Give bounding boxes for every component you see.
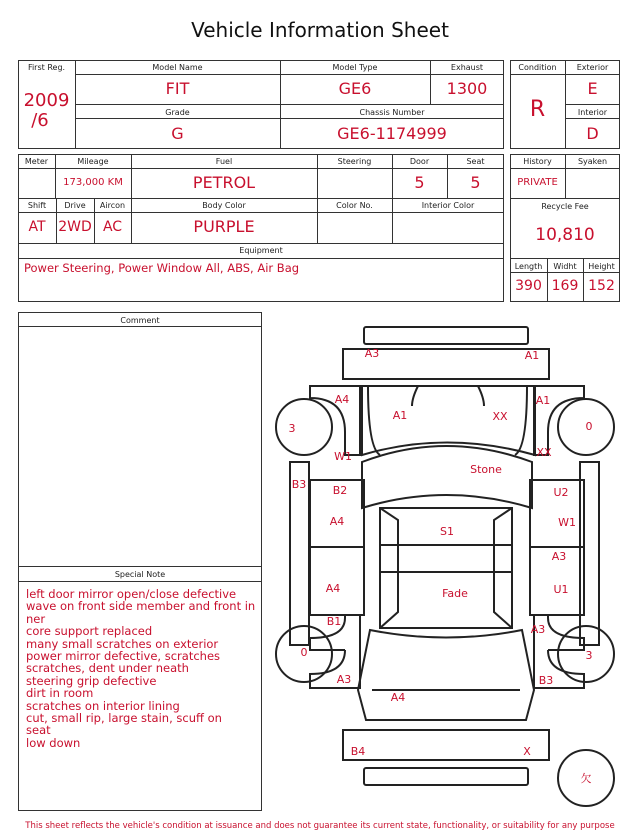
mileage-label: Mileage [77,157,109,166]
special-note-label: Special Note [114,570,166,579]
length-label: Length [514,262,543,271]
first-reg-year: 2009 [23,90,70,111]
width-value: 169 [551,278,579,294]
fuel-label: Fuel [215,157,233,166]
equipment-value: Power Steering, Power Window All, ABS, Air Bag [24,261,300,275]
special-note-line: ner [26,611,46,626]
mark-missing-item: 欠 [580,772,592,785]
syaken-label: Syaken [577,157,608,166]
mark-front-fender-right: A1 [535,394,551,407]
special-note-line: low down [26,735,81,750]
door-label: Door [409,157,430,166]
sheet-title: Vehicle Information Sheet [191,18,449,42]
special-note-line: left door mirror open/close defective [26,587,237,601]
mark-front-door-right: W1 [558,516,576,529]
height-label: Height [588,262,615,271]
comment-label: Comment [120,316,160,325]
special-note-line: many small scratches on exterior [26,636,219,651]
color-no-label: Color No. [336,201,373,210]
grade-value: G [171,124,184,143]
special-note-line: wave on front side member and front in [26,599,256,614]
mark-front-bumper-left: A3 [364,347,380,360]
fuel-value: PETROL [192,173,256,192]
mark-front-fender-left: A4 [334,393,350,406]
exterior-label: Exterior [576,63,609,72]
special-note-line: power mirror defective, scratches [26,649,221,664]
mark-rear-door-right-top: A3 [551,550,567,563]
recycle-fee-value: 10,810 [535,225,595,245]
mark-seat: S1 [440,525,454,538]
special-note-list [26,588,256,749]
mark-rear-pillar-left: B1 [326,615,342,628]
drive-value: 2WD [58,219,92,235]
special-note-line: steering grip defective [26,673,157,688]
special-note-line: core support replaced [26,624,153,639]
door-value: 5 [414,173,425,192]
mark-roof: Fade [442,587,468,600]
mark-front-door-right-top: U2 [553,486,569,499]
exhaust-value: 1300 [446,79,488,98]
mark-hood-right: XX [492,410,508,423]
mark-windshield-right: XX [536,446,552,459]
grade-label: Grade [165,108,190,117]
mark-rear-wheel-left: 0 [300,646,308,659]
mark-rear-fender-left: A3 [336,673,352,686]
mark-windshield-left: W1 [334,450,352,463]
mark-pillar-left: B3 [291,478,307,491]
chassis-number-value: GE6-1174999 [337,124,447,143]
recycle-fee-label: Recycle Fee [541,202,589,211]
special-note-line: scratches on interior lining [26,698,180,713]
first-reg-month: /6 [31,110,49,131]
mark-front-bumper-right: A1 [524,349,540,362]
first-reg-label: First Reg. [27,63,66,72]
width-label: Widht [553,262,577,271]
seat-label: Seat [466,157,485,166]
history-value: PRIVATE [517,177,558,188]
special-note-line: dirt in room [26,686,94,701]
mileage-value: 173,000 KM [63,177,123,188]
body-color-value: PURPLE [193,217,255,236]
special-note-line: seat [26,723,51,738]
shift-label: Shift [27,201,47,210]
mark-rear-bumper-right: X [523,745,531,758]
model-type-value: GE6 [338,79,372,98]
mark-hood-left: A1 [392,409,408,422]
aircon-value: AC [102,219,123,235]
special-note-line: cut, small rip, large stain, scuff on [26,711,222,726]
mark-front-wheel-right: 0 [585,420,593,433]
history-label: History [523,157,552,166]
mark-rear-wheel-right: 3 [585,649,593,662]
length-value: 390 [515,278,542,294]
height-value: 152 [588,278,615,294]
mark-rear-bumper-left: B4 [350,745,366,758]
model-name-value: FIT [165,79,190,98]
seat-value: 5 [470,173,481,192]
exterior-value: E [587,79,598,98]
mark-rear-door-right: U1 [553,583,569,596]
shift-value: AT [28,219,46,235]
mark-windshield: Stone [470,463,502,476]
model-name-label: Model Name [152,63,203,72]
drive-label: Drive [64,201,86,210]
interior-label: Interior [577,108,608,117]
special-note-line: scratches, dent under neath [26,661,189,676]
interior-value: D [586,124,599,143]
mark-rear-door-left: A4 [325,582,341,595]
steering-label: Steering [337,157,372,166]
equipment-label: Equipment [239,246,283,255]
meter-label: Meter [24,157,49,166]
body-color-label: Body Color [202,201,246,210]
mark-rear-pillar-right: A3 [530,623,546,636]
aircon-label: Aircon [99,201,126,210]
mark-trunk: A4 [390,691,406,704]
condition-label: Condition [518,63,557,72]
mark-front-door-left-top: B2 [332,484,348,497]
exhaust-label: Exhaust [450,63,484,72]
car-damage-diagram [268,318,620,818]
condition-value: R [529,97,546,122]
mark-rear-fender-right: B3 [538,674,554,687]
chassis-number-label: Chassis Number [359,108,425,117]
model-type-label: Model Type [332,63,378,72]
mark-front-wheel-left: 3 [288,422,296,435]
mark-front-door-left: A4 [329,515,345,528]
disclaimer-footer: This sheet reflects the vehicle's condition at issuance and does not guarantee its current state, functionality, or suitability for any purpose [25,821,615,831]
interior-color-label: Interior Color [421,201,475,210]
